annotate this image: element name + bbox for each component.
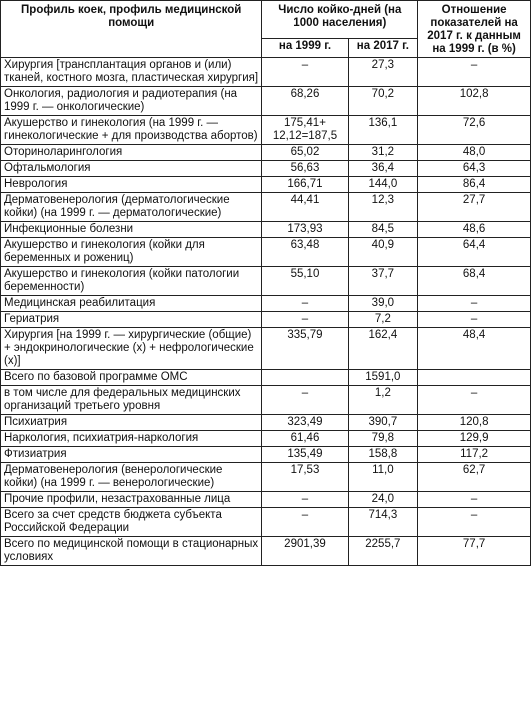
value-1999-cell: 323,49 <box>262 415 348 431</box>
ratio-cell: 117,2 <box>418 447 531 463</box>
value-1999-cell: – <box>262 58 348 87</box>
profile-cell: Онкология, радиология и радиотерапия (на 1999 г. — онкологические) <box>1 87 262 116</box>
value-1999-cell: 135,49 <box>262 447 348 463</box>
ratio-cell: 102,8 <box>418 87 531 116</box>
value-1999-cell: 175,41+ 12,12=187,5 <box>262 116 348 145</box>
value-1999-cell: 173,93 <box>262 222 348 238</box>
profile-cell: Фтизиатрия <box>1 447 262 463</box>
table-row <box>1 222 531 238</box>
header-1999: на 1999 г. <box>262 38 348 57</box>
ratio-cell: – <box>418 492 531 508</box>
ratio-cell: 48,4 <box>418 328 531 370</box>
profile-cell: Всего за счет средств бюджета субъекта Российской Федерации <box>1 508 262 537</box>
value-1999-cell: 166,71 <box>262 177 348 193</box>
value-1999-cell: 335,79 <box>262 328 348 370</box>
header-profile: Профиль коек, профиль медицинской помощи <box>1 1 262 58</box>
ratio-cell: 64,4 <box>418 238 531 267</box>
value-2017-cell: 39,0 <box>348 296 418 312</box>
ratio-cell: – <box>418 386 531 415</box>
table-row <box>1 370 531 386</box>
ratio-cell: 62,7 <box>418 463 531 492</box>
table-row <box>1 238 531 267</box>
profile-cell: Хирургия [на 1999 г. — хирургические (общие) + эндокринологические (х) + нефрологические (х)] <box>1 328 262 370</box>
value-2017-cell: 37,7 <box>348 267 418 296</box>
value-1999-cell: 17,53 <box>262 463 348 492</box>
value-2017-cell: 84,5 <box>348 222 418 238</box>
value-1999-cell: 55,10 <box>262 267 348 296</box>
table-row <box>1 116 531 145</box>
ratio-cell: – <box>418 296 531 312</box>
profile-cell: Инфекционные болезни <box>1 222 262 238</box>
table-row <box>1 463 531 492</box>
value-1999-cell: – <box>262 312 348 328</box>
value-1999-cell: 61,46 <box>262 431 348 447</box>
value-1999-cell: 65,02 <box>262 145 348 161</box>
profile-cell: Наркология, психиатрия-наркология <box>1 431 262 447</box>
profile-cell: Прочие профили, незастрахованные лица <box>1 492 262 508</box>
table-row <box>1 508 531 537</box>
table-row <box>1 296 531 312</box>
profile-cell: Акушерство и гинекология (койки для беременных и рожениц) <box>1 238 262 267</box>
profile-cell: Оториноларингология <box>1 145 262 161</box>
header-ratio: Отношение показателей на 2017 г. к данным на 1999 г. (в %) <box>418 1 531 58</box>
value-1999-cell: 44,41 <box>262 193 348 222</box>
ratio-cell: 68,4 <box>418 267 531 296</box>
ratio-cell: 64,3 <box>418 161 531 177</box>
table-row <box>1 431 531 447</box>
value-2017-cell: 40,9 <box>348 238 418 267</box>
header-bed-days: Число койко-дней (на 1000 населения) <box>262 1 418 39</box>
value-2017-cell: 79,8 <box>348 431 418 447</box>
profile-cell: Акушерство и гинекология (койки патологии беременности) <box>1 267 262 296</box>
ratio-cell: 48,0 <box>418 145 531 161</box>
ratio-cell: 129,9 <box>418 431 531 447</box>
ratio-cell: – <box>418 508 531 537</box>
value-2017-cell: 2255,7 <box>348 537 418 566</box>
table-body <box>1 58 531 566</box>
ratio-cell: 27,7 <box>418 193 531 222</box>
value-2017-cell: 714,3 <box>348 508 418 537</box>
value-2017-cell: 11,0 <box>348 463 418 492</box>
table-row <box>1 537 531 566</box>
profile-cell: Гериатрия <box>1 312 262 328</box>
table-row <box>1 492 531 508</box>
table-row <box>1 267 531 296</box>
value-2017-cell: 1,2 <box>348 386 418 415</box>
table-row <box>1 447 531 463</box>
value-2017-cell: 70,2 <box>348 87 418 116</box>
value-2017-cell: 27,3 <box>348 58 418 87</box>
value-2017-cell: 136,1 <box>348 116 418 145</box>
ratio-cell: 86,4 <box>418 177 531 193</box>
value-1999-cell <box>262 370 348 386</box>
table-row <box>1 177 531 193</box>
value-1999-cell: – <box>262 296 348 312</box>
value-2017-cell: 162,4 <box>348 328 418 370</box>
value-2017-cell: 24,0 <box>348 492 418 508</box>
ratio-cell: – <box>418 58 531 87</box>
table-row <box>1 145 531 161</box>
table-row <box>1 328 531 370</box>
value-2017-cell: 390,7 <box>348 415 418 431</box>
ratio-cell: 72,6 <box>418 116 531 145</box>
ratio-cell: 120,8 <box>418 415 531 431</box>
profile-cell: Неврология <box>1 177 262 193</box>
value-1999-cell: – <box>262 492 348 508</box>
ratio-cell: 48,6 <box>418 222 531 238</box>
profile-cell: Всего по базовой программе ОМС <box>1 370 262 386</box>
ratio-cell <box>418 370 531 386</box>
table-row <box>1 386 531 415</box>
profile-cell: Дерматовенерология (венерологические койки) (на 1999 г. — венерологические) <box>1 463 262 492</box>
table-row <box>1 193 531 222</box>
value-2017-cell: 12,3 <box>348 193 418 222</box>
ratio-cell: – <box>418 312 531 328</box>
profile-cell: Офтальмология <box>1 161 262 177</box>
value-1999-cell: 63,48 <box>262 238 348 267</box>
value-2017-cell: 158,8 <box>348 447 418 463</box>
table-row <box>1 58 531 87</box>
profile-cell: в том числе для федеральных медицинских организаций третьего уровня <box>1 386 262 415</box>
value-1999-cell: 68,26 <box>262 87 348 116</box>
value-1999-cell: – <box>262 386 348 415</box>
table-row <box>1 312 531 328</box>
profile-cell: Акушерство и гинекология (на 1999 г. — гинекологические + для производства абортов) <box>1 116 262 145</box>
table-row <box>1 87 531 116</box>
ratio-cell: 77,7 <box>418 537 531 566</box>
value-2017-cell: 31,2 <box>348 145 418 161</box>
table-row <box>1 161 531 177</box>
value-2017-cell: 36,4 <box>348 161 418 177</box>
profile-cell: Дерматовенерология (дерматологические койки) (на 1999 г. — дерматологические) <box>1 193 262 222</box>
value-1999-cell: – <box>262 508 348 537</box>
header-2017: на 2017 г. <box>348 38 418 57</box>
value-2017-cell: 144,0 <box>348 177 418 193</box>
profile-cell: Хирургия [трансплантация органов и (или) тканей, костного мозга, пластическая хирургия] <box>1 58 262 87</box>
value-1999-cell: 56,63 <box>262 161 348 177</box>
value-2017-cell: 1591,0 <box>348 370 418 386</box>
value-1999-cell: 2901,39 <box>262 537 348 566</box>
profile-cell: Психиатрия <box>1 415 262 431</box>
profile-cell: Медицинская реабилитация <box>1 296 262 312</box>
profile-cell: Всего по медицинской помощи в стационарных условиях <box>1 537 262 566</box>
value-2017-cell: 7,2 <box>348 312 418 328</box>
table-row <box>1 415 531 431</box>
